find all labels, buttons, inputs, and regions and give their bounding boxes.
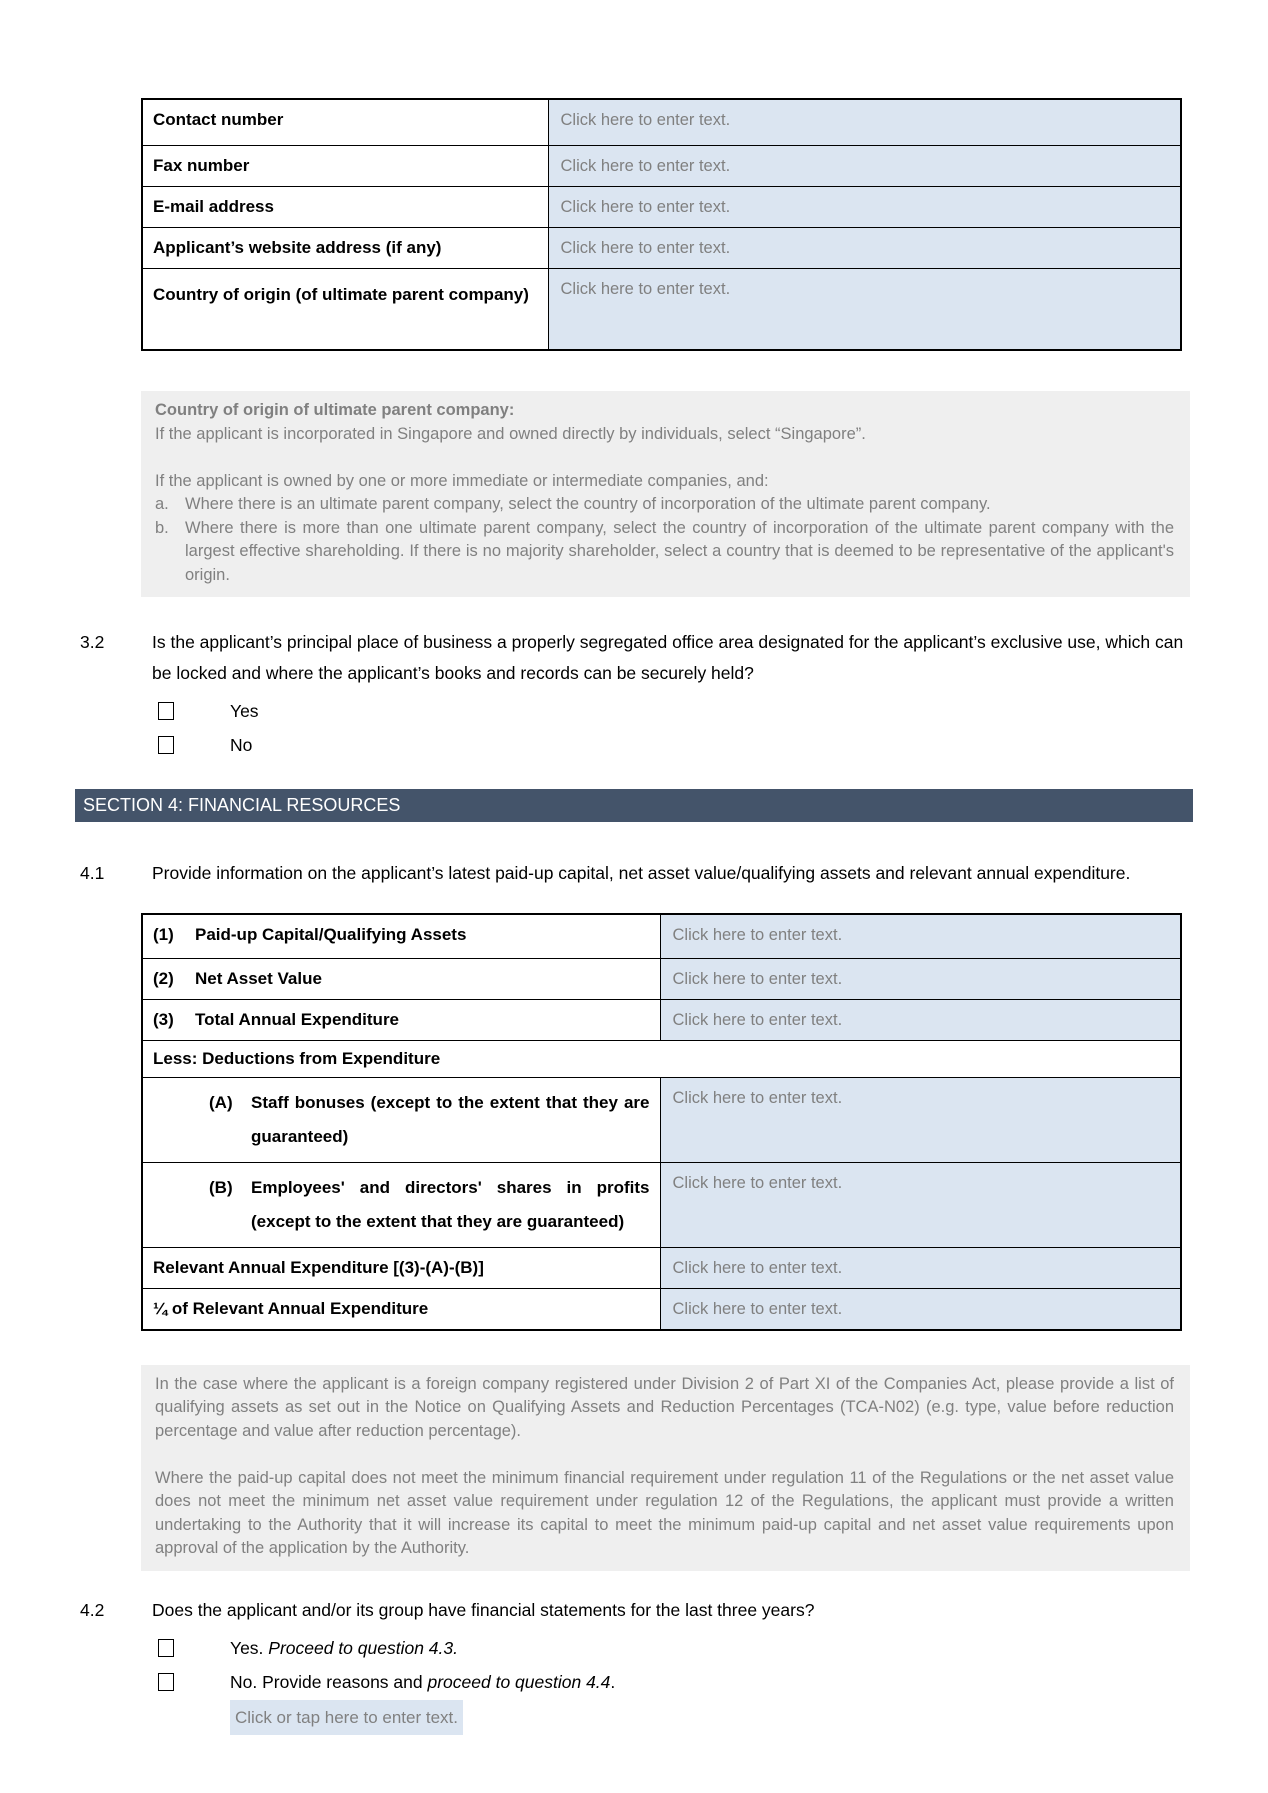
field-label-quarter-relevant-annual-expenditure: ¼ of Relevant Annual Expenditure (142, 1288, 660, 1330)
note-paragraph: If the applicant is owned by one or more immediate or intermediate companies, and: (155, 471, 769, 490)
field-label-total-annual-expenditure: (3) Total Annual Expenditure (142, 999, 660, 1040)
row-marker: (1) (153, 925, 174, 944)
financial-resources-table (141, 913, 1182, 1331)
note-paragraph: Where the paid-up capital does not meet the minimum financial requirement under regulation 11 of the Regulations or the net asset value does not meet the minimum net asset value requirement under regulation 12 of the Regulations, the applicant must provide a written undertaking to the Authority that it will increase its capital to meet the minimum paid-up capital and net asset value requirements upon approval of the application by the Authority. (155, 1468, 1174, 1557)
subheading-deductions: Less: Deductions from Expenditure (142, 1040, 1181, 1077)
staff-bonuses-input[interactable]: Click here to enter text. (660, 1077, 1181, 1162)
list-marker: a. (155, 495, 169, 513)
table-row (142, 999, 1181, 1040)
row-marker: (A) (209, 1092, 233, 1112)
option-label: No (230, 735, 253, 755)
table-row (142, 1077, 1181, 1162)
note-list-item-b (155, 517, 1174, 588)
field-label-paid-up-capital: (1) Paid-up Capital/Qualifying Assets (142, 914, 660, 958)
list-text: Where there is more than one ultimate parent company, select the country of incorporation of the ultimate parent company with the largest effective shareholding. If there is no majority shareholder, select a country that is deemed to be representative of the applicant's origin. (185, 518, 1174, 584)
contact-details-table (141, 98, 1182, 351)
question-number: 4.2 (80, 1599, 105, 1620)
question-number: 4.1 (80, 863, 105, 883)
note-paragraph: If the applicant is incorporated in Singapore and owned directly by individuals, select “Singapore”. (155, 424, 866, 443)
field-label-shares-in-profits: (B) Employees' and directors' shares in profits (except to the extent that they are guaranteed) (142, 1162, 660, 1247)
spacer (155, 446, 1174, 470)
spacer (155, 1443, 1174, 1467)
reasons-text-input[interactable]: Click or tap here to enter text. (230, 1700, 463, 1735)
row-marker: (2) (153, 968, 174, 988)
field-label-contact-number: Contact number (142, 99, 548, 145)
note-paragraph: In the case where the applicant is a foreign company registered under Division 2 of Part XI of the Companies Act, please provide a list of qualifying assets as set out in the Notice on Qualifying Assets and Reduction Percentages (TCA-N02) (e.g. type, value before reduction percentage and value after reduction percentage). (155, 1374, 1174, 1440)
guidance-note-financial (141, 1365, 1190, 1571)
question-4-1 (80, 858, 1192, 889)
field-label-country-of-origin: Country of origin (of ultimate parent company) (142, 268, 548, 350)
table-row (142, 1040, 1181, 1077)
field-label-relevant-annual-expenditure: Relevant Annual Expenditure [(3)-(A)-(B)] (142, 1247, 660, 1288)
option-label: No. Provide reasons and proceed to question 4.4. (230, 1671, 616, 1692)
total-annual-expenditure-input[interactable]: Click here to enter text. (660, 999, 1181, 1040)
table-row (142, 1288, 1181, 1330)
option-label: Yes. Proceed to question 4.3. (230, 1637, 458, 1658)
table-row (142, 958, 1181, 999)
option-yes (152, 697, 1192, 725)
guidance-note-country-of-origin (141, 391, 1190, 597)
yes-checkbox[interactable] (158, 1639, 174, 1657)
table-row (142, 914, 1181, 958)
table-row (142, 268, 1181, 350)
table-row (142, 1162, 1181, 1247)
quarter-relevant-annual-expenditure-input[interactable]: Click here to enter text. (660, 1288, 1181, 1330)
no-checkbox[interactable] (158, 736, 174, 754)
contact-number-input[interactable]: Click here to enter text. (548, 99, 1181, 145)
fax-number-input[interactable]: Click here to enter text. (548, 145, 1181, 186)
question-text: Provide information on the applicant’s latest paid-up capital, net asset value/qualifying assets and relevant annual expenditure. (152, 863, 1131, 883)
website-address-input[interactable]: Click here to enter text. (548, 227, 1181, 268)
table-row (142, 99, 1181, 145)
question-number: 3.2 (80, 632, 105, 652)
net-asset-value-input[interactable]: Click here to enter text. (660, 958, 1181, 999)
country-of-origin-input[interactable]: Click here to enter text. (548, 268, 1181, 350)
field-label-email-address: E-mail address (142, 186, 548, 227)
question-text: Does the applicant and/or its group have financial statements for the last three years? (152, 1599, 815, 1620)
yes-checkbox[interactable] (158, 702, 174, 720)
no-checkbox[interactable] (158, 1673, 174, 1691)
field-label-website-address: Applicant’s website address (if any) (142, 227, 548, 268)
note-title: Country of origin of ultimate parent company: (155, 401, 515, 419)
email-address-input[interactable]: Click here to enter text. (548, 186, 1181, 227)
row-marker: (B) (209, 1177, 233, 1197)
relevant-annual-expenditure-input[interactable]: Click here to enter text. (660, 1247, 1181, 1288)
field-label-staff-bonuses: (A) Staff bonuses (except to the extent that they are guaranteed) (142, 1077, 660, 1162)
table-row (142, 227, 1181, 268)
field-label-fax-number: Fax number (142, 145, 548, 186)
list-marker: b. (155, 518, 169, 537)
option-yes (152, 1634, 1192, 1662)
list-text: Where there is an ultimate parent company, select the country of incorporation of the ultimate parent company. (185, 495, 991, 513)
question-4-2 (80, 1595, 1192, 1735)
field-label-net-asset-value: (2) Net Asset Value (142, 958, 660, 999)
table-row (142, 186, 1181, 227)
paid-up-capital-input[interactable]: Click here to enter text. (660, 914, 1181, 958)
shares-in-profits-input[interactable]: Click here to enter text. (660, 1162, 1181, 1247)
option-no (152, 1668, 1192, 1696)
row-marker: (3) (153, 1009, 174, 1029)
table-row (142, 1247, 1181, 1288)
option-label: Yes (230, 701, 259, 721)
section-4-header: SECTION 4: FINANCIAL RESOURCES (75, 789, 1193, 822)
question-3-2 (80, 627, 1192, 759)
question-text: Is the applicant’s principal place of business a properly segregated office area designated for the applicant’s exclusive use, which can be locked and where the applicant’s books and records can be securely held? (152, 632, 1184, 683)
table-row (142, 145, 1181, 186)
option-no (152, 731, 1192, 759)
note-list-item-a (155, 493, 1174, 517)
